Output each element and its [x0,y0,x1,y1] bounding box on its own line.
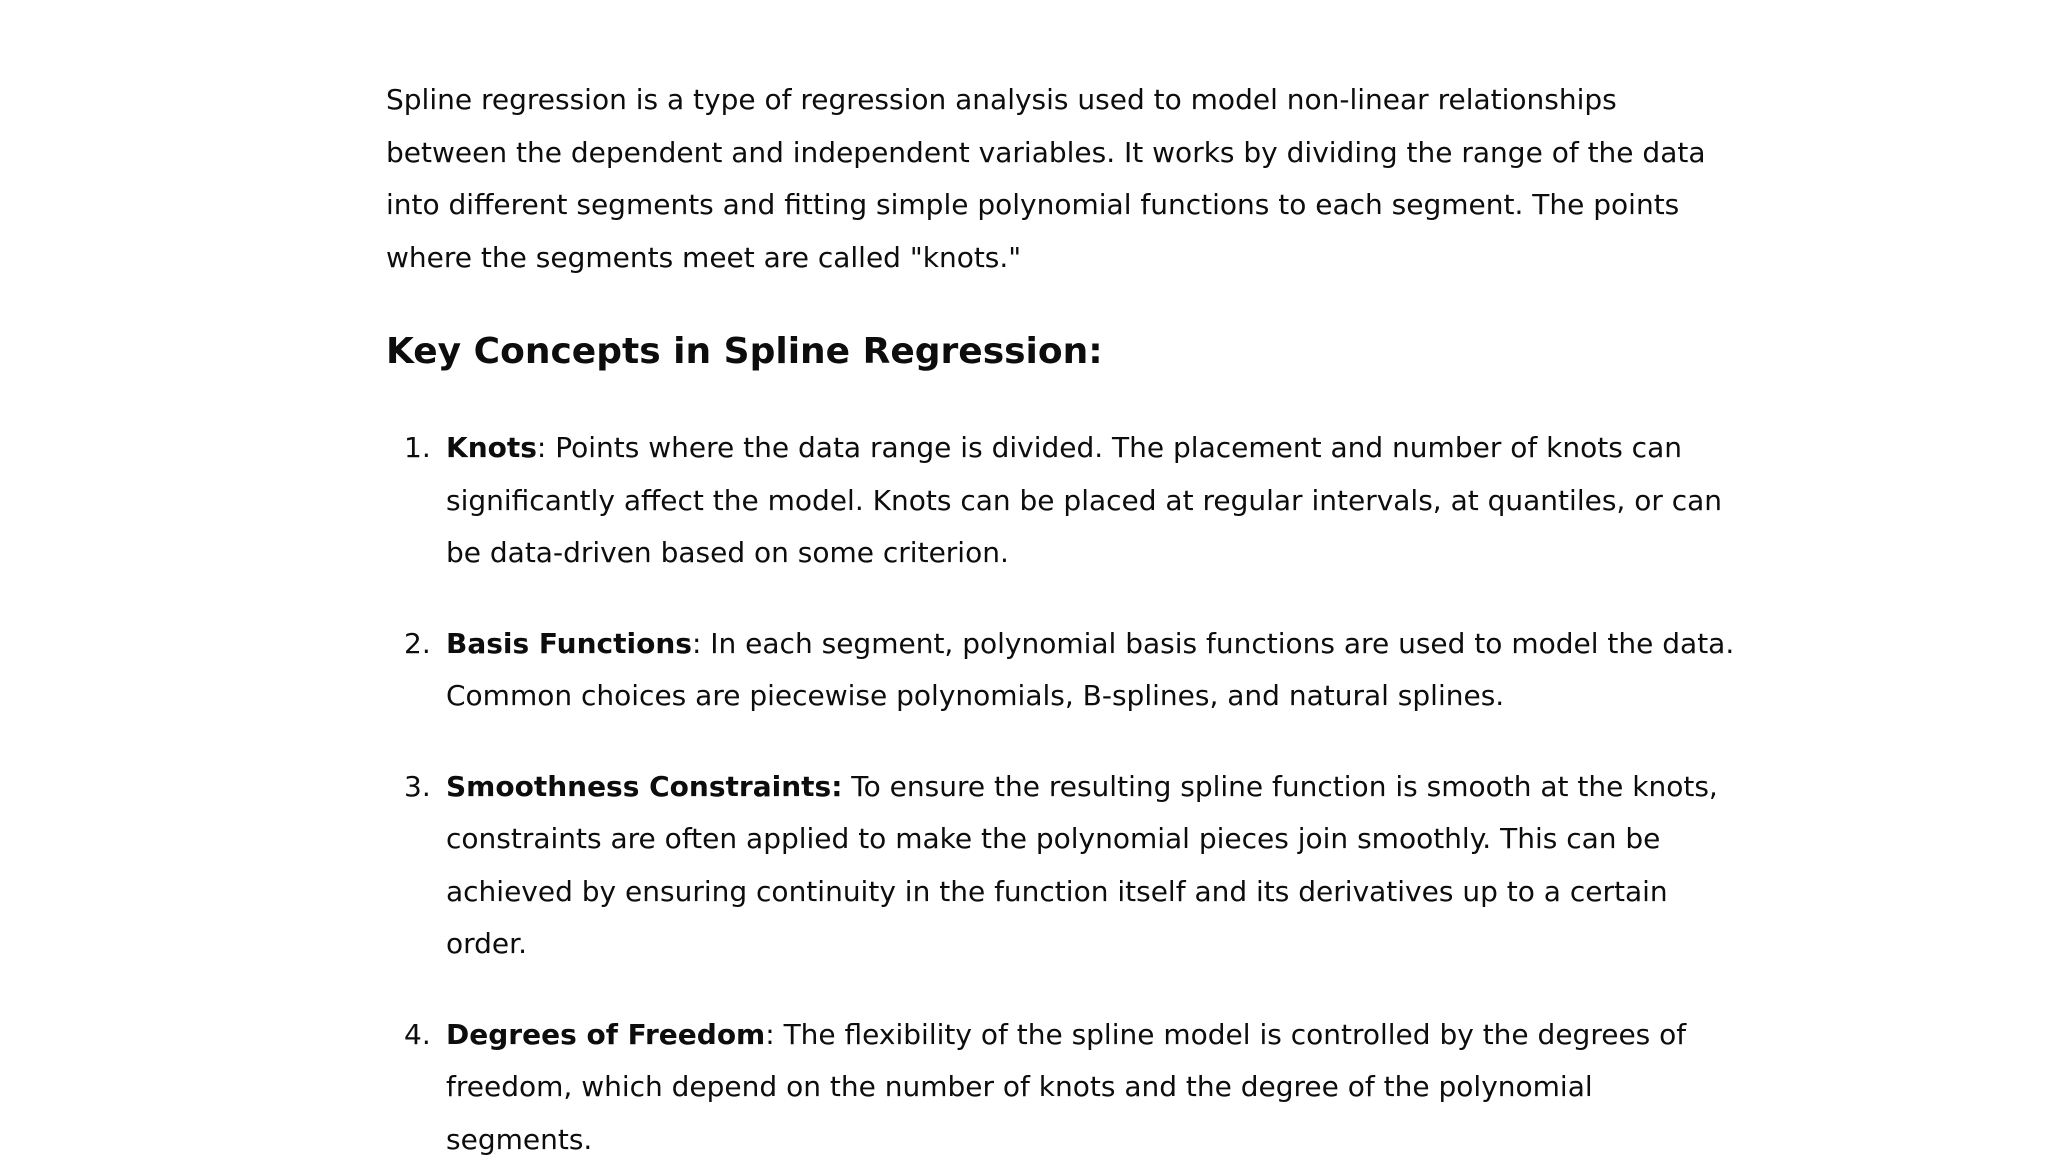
list-item-number: 2. [404,618,431,671]
concept-term: Smoothness Constraints: [446,770,842,803]
list-item-number: 4. [404,1009,431,1062]
concept-description: : The flexibility of the spline model is controlled by the degrees of freedom, which depend on the number of knots and the degree of the polynomial segments. [446,1018,1686,1156]
concept-term: Knots [446,431,537,464]
section-heading: Key Concepts in Spline Regression: [386,328,1736,376]
list-item [386,618,1736,723]
list-item-number: 1. [404,422,431,475]
concept-description: : In each segment, polynomial basis functions are used to model the data. Common choices are piecewise polynomials, B-splines, and natural splines. [446,627,1734,713]
concept-description: : Points where the data range is divided. The placement and number of knots can significantly affect the model. Knots can be placed at regular intervals, at quantiles, or can be data-driven based on some criterion. [446,431,1722,569]
concept-description: To ensure the resulting spline function is smooth at the knots, constraints are often applied to make the polynomial pieces join smoothly. This can be achieved by ensuring continuity in the function itself and its derivatives up to a certain order. [446,770,1718,961]
message-content [386,74,1736,1166]
concept-term: Basis Functions [446,627,692,660]
concept-list [386,422,1736,1166]
list-item-number: 3. [404,761,431,814]
list-item [386,1009,1736,1166]
intro-paragraph: Spline regression is a type of regression analysis used to model non-linear relationships between the dependent and independent variables. It works by dividing the range of the data into different segments and fitting simple polynomial functions to each segment. The points where the segments meet are called "knots." [386,74,1736,284]
concept-term: Degrees of Freedom [446,1018,765,1051]
list-item [386,422,1736,580]
list-item [386,761,1736,971]
